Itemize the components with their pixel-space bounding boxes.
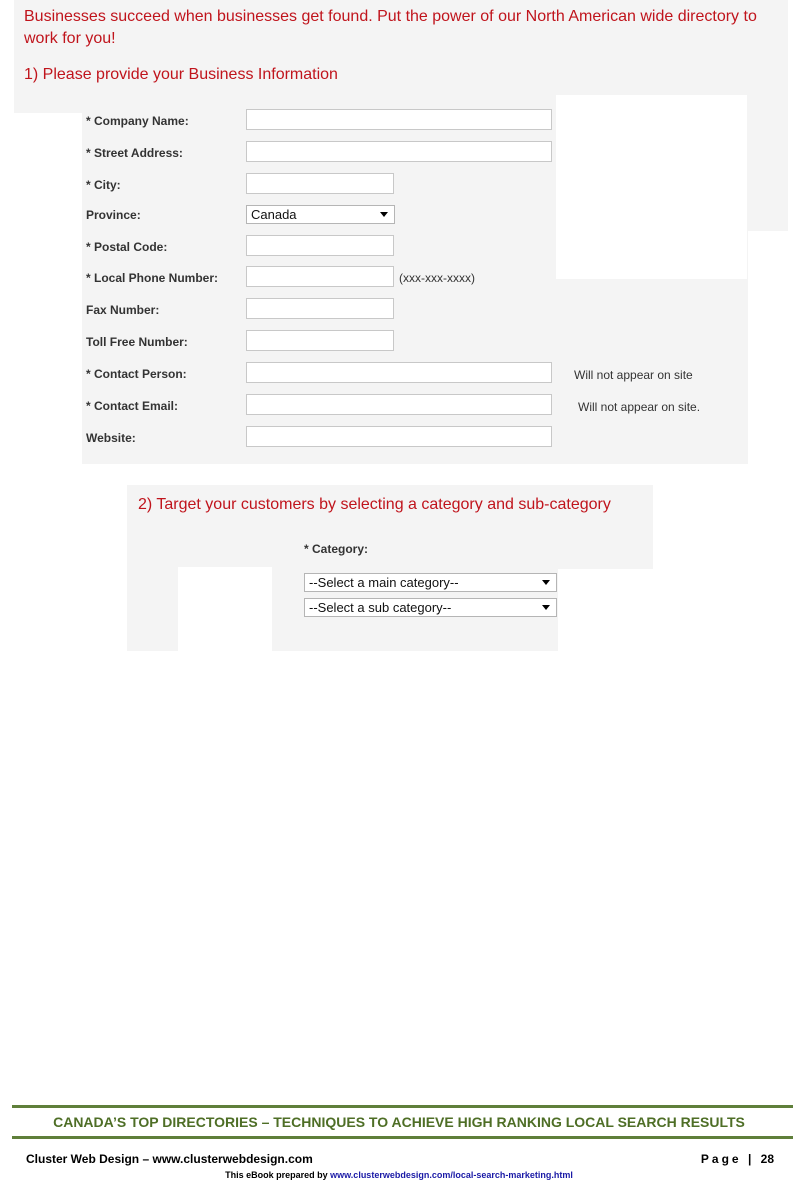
main-category-value: --Select a main category-- (309, 575, 459, 590)
footer-company-name: Cluster Web Design – (26, 1152, 153, 1166)
page-number: Page | 28 (700, 1152, 774, 1166)
fax-input[interactable] (246, 298, 394, 319)
sub-category-select[interactable] (304, 598, 557, 617)
toll-free-input[interactable] (246, 330, 394, 351)
footer-credit (0, 1170, 798, 1180)
contact-person-label: * Contact Person: (86, 367, 187, 381)
page-word: Page (700, 1152, 742, 1166)
phone-format-hint: (xxx-xxx-xxxx) (399, 271, 475, 285)
footer-company (26, 1152, 313, 1166)
footer-rule-top (12, 1105, 793, 1108)
main-category-select[interactable] (304, 573, 557, 592)
contact-email-input[interactable] (246, 394, 552, 415)
page-number-value: 28 (760, 1152, 774, 1166)
province-value: Canada (251, 207, 297, 222)
contact-person-input[interactable] (246, 362, 552, 383)
province-select[interactable] (246, 205, 395, 224)
street-address-label: * Street Address: (86, 146, 183, 160)
intro-text: Businesses succeed when businesses get found. Put the power of our North American wide directory to work for you! (24, 8, 757, 47)
category-label: * Category: (304, 542, 369, 556)
blank-patch-right (558, 569, 653, 651)
contact-email-label: * Contact Email: (86, 399, 179, 413)
chevron-down-icon (542, 605, 550, 610)
contact-person-hint: Will not appear on site (574, 368, 693, 382)
local-phone-label: * Local Phone Number: (86, 271, 219, 285)
fax-label: Fax Number: (86, 303, 160, 317)
footer-company-link[interactable]: www.clusterwebdesign.com (152, 1152, 313, 1166)
footer-title: CANADA’S TOP DIRECTORIES – TECHNIQUES TO ACHIEVE HIGH RANKING LOCAL SEARCH RESULTS (53, 1114, 745, 1130)
website-input[interactable] (246, 426, 552, 447)
chevron-down-icon (542, 580, 550, 585)
local-phone-input[interactable] (246, 266, 394, 287)
toll-free-label: Toll Free Number: (86, 335, 188, 349)
website-label: Website: (86, 431, 136, 445)
contact-email-hint: Will not appear on site. (578, 400, 701, 414)
blank-patch-left (178, 567, 272, 651)
company-name-label: * Company Name: (86, 114, 189, 128)
street-address-input[interactable] (246, 141, 552, 162)
city-input[interactable] (246, 173, 394, 194)
credit-link[interactable]: www.clusterwebdesign.com/local-search-marketing.html (330, 1170, 573, 1180)
postal-code-label: * Postal Code: (86, 240, 168, 254)
city-label: * City: (86, 178, 121, 192)
footer-rule-bottom (12, 1136, 793, 1139)
credit-prefix: This eBook prepared by (225, 1170, 331, 1180)
blank-patch (556, 95, 747, 279)
chevron-down-icon (380, 212, 388, 217)
postal-code-input[interactable] (246, 235, 394, 256)
section2-title: 2) Target your customers by selecting a category and sub-category (138, 496, 611, 513)
company-name-input[interactable] (246, 109, 552, 130)
sub-category-value: --Select a sub category-- (309, 600, 452, 615)
section1-title: 1) Please provide your Business Information (24, 66, 338, 83)
province-label: Province: (86, 208, 141, 222)
